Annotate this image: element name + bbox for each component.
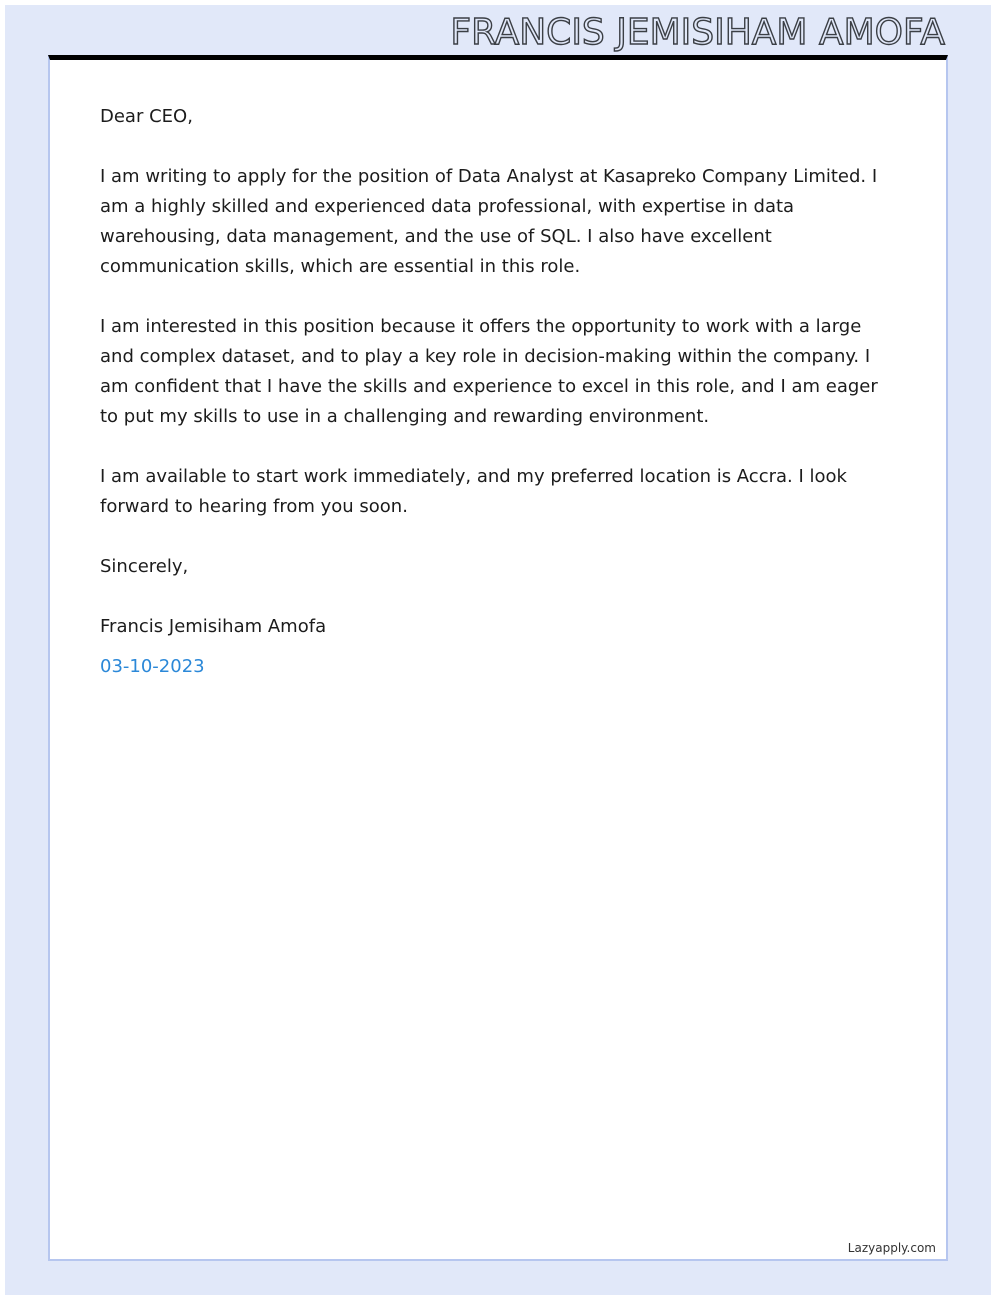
footer-credit-link[interactable]: Lazyapply.com (847, 1241, 936, 1255)
letter-paragraph-3: I am available to start work immediately, and my preferred location is Accra. I look forward to hearing from you soon. (100, 466, 847, 517)
letter-signature: Francis Jemisiham Amofa (100, 616, 327, 637)
letter-salutation: Dear CEO, (100, 106, 193, 127)
letter-paragraph-1: I am writing to apply for the position of Data Analyst at Kasapreko Company Limited. I am a highly skilled and experienced data professional, with expertise in data warehousing, data management, and the use of SQL. I also have excellent communication skills, which are essential in this role. (100, 166, 878, 277)
applicant-name-header: FRANCIS JEMISIHAM AMOFA (450, 12, 945, 53)
cover-letter-body (100, 102, 900, 682)
letter-paragraph-2: I am interested in this position because it offers the opportunity to work with a large and complex dataset, and to play a key role in decision-making within the company. I am confident that I have the skills and experience to excel in this role, and I am eager to put my skills to use in a challenging and rewarding environment. (100, 316, 878, 427)
document-frame (5, 5, 991, 1295)
letter-date: 03-10-2023 (100, 656, 205, 677)
letter-closing: Sincerely, (100, 556, 189, 577)
letter-page (48, 55, 948, 1261)
